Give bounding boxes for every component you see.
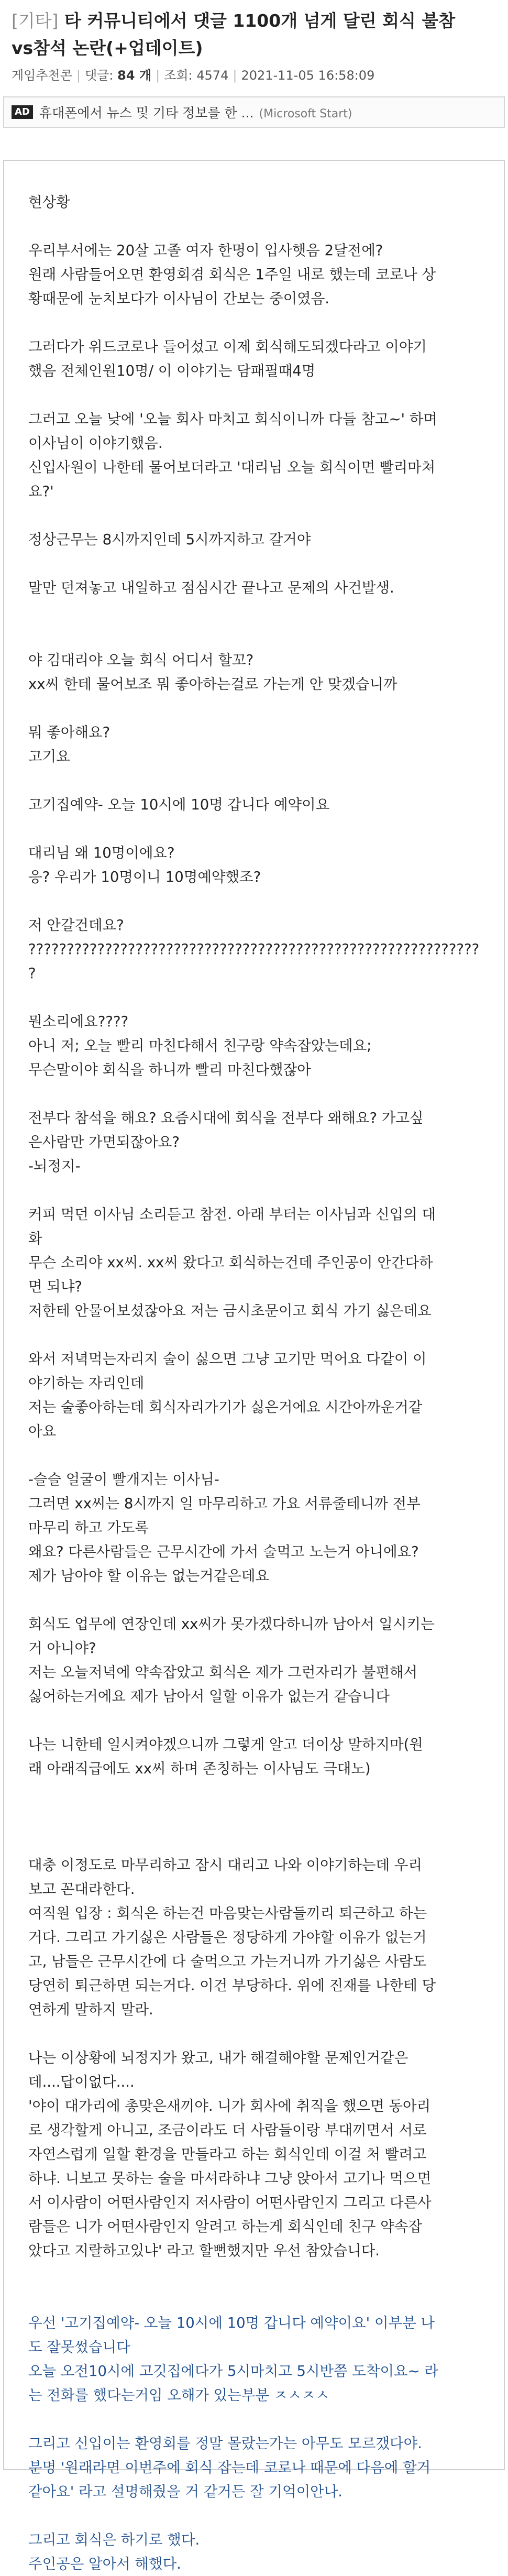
article-line: 우리부서에는 20살 고졸 여자 한명이 입사햇음 2달전에? — [28, 242, 383, 259]
article-line: 제가 남아야 할 이유는 없는거같은데요 — [28, 1567, 270, 1584]
article-line: 뭔소리에요???? — [28, 1013, 129, 1030]
view-count: 조회: 4574 — [164, 68, 229, 83]
blank-line — [28, 985, 491, 1010]
blank-line — [28, 1588, 491, 1612]
article-line: 그리고 회식은 하기로 했다. — [28, 2531, 200, 2548]
ad-banner[interactable] — [3, 96, 505, 128]
article-line: 여직원 입장 : 회식은 하는건 마음맞는사람들끼리 퇴근하고 하는 — [28, 1905, 427, 1922]
post-datetime: 2021-11-05 16:58:09 — [241, 68, 375, 83]
comment-label: 댓글: — [85, 68, 114, 83]
article-line: 우선 '고기집예약- 오늘 10시에 10명 갑니다 예약이요' 이부분 나 — [28, 2315, 435, 2331]
article-line: 그러면 xx씨는 8시까지 일 마무리하고 가요 서류줄테니까 전부 — [28, 1495, 421, 1512]
article-line: 는 전화를 했다는거임 오해가 있는부분 ㅈㅅㅈㅅ — [28, 2387, 330, 2404]
blank-line — [28, 214, 491, 238]
article-line: 아니 저; 오늘 빨리 마친다해서 친구랑 약속잡았는데요; — [28, 1037, 372, 1054]
article-line: 당연히 퇴근하면 되는거다. 이건 부당하다. 위에 진재를 나한테 당 — [28, 1977, 436, 1994]
article-line: 응? 우리가 10명이니 10명예약했조? — [28, 869, 261, 885]
article-line: 전부다 참석을 해요? 요즘시대에 회식을 전부다 왜해요? 가고싶 — [28, 1110, 424, 1126]
post-title — [0, 0, 508, 62]
blank-line — [28, 1781, 491, 1805]
article-line: 하냐. 니보고 못하는 술을 마셔라하냐 그냥 앉아서 고기나 먹으면 — [28, 2170, 432, 2187]
article-line: 야기하는 자리인데 — [28, 1375, 145, 1391]
comment-count[interactable]: 84 개 — [117, 68, 152, 83]
ad-badge: AD — [12, 105, 33, 119]
meta-separator: | — [233, 68, 237, 83]
article-line: ??????????????????????????????????????????????????????????? — [28, 941, 480, 958]
ad-text[interactable] — [39, 103, 496, 122]
ad-source: (Microsoft Start) — [259, 107, 352, 120]
article-body — [4, 161, 491, 2576]
article-line: 대리님 왜 10명이에요? — [28, 845, 175, 861]
article-line: 말만 던져놓고 내일하고 점심시간 끝나고 문제의 사건발생. — [28, 579, 394, 596]
article-line: 아요 — [28, 1423, 57, 1440]
blank-line — [28, 1443, 491, 1467]
article-line: 저는 오늘저녁에 약속잡았고 회식은 제가 그런자리가 불편해서 — [28, 1664, 418, 1681]
article-line: 면 되냐? — [28, 1278, 83, 1295]
article-line: 고기집예약- 오늘 10시에 10명 갑니다 예약이요 — [28, 796, 330, 813]
ad-headline[interactable]: 휴대폰에서 뉴스 및 기타 정보를 한 ... — [39, 105, 254, 120]
article-line: 회식도 업무에 연장인데 xx씨가 못가겠다하니까 남아서 일시키는 — [28, 1616, 435, 1632]
blank-line — [28, 2287, 491, 2311]
article-line: 고, 남들은 근무시간에 다 술먹으고 가는거니까 가기싫은 사람도 — [28, 1953, 427, 1970]
article-line: 저 안갈건데요? — [28, 917, 124, 934]
blank-line — [28, 2022, 491, 2046]
article-line: 분명 '원래라면 이번주에 회식 잡는데 코로나 때문에 다음에 할거 — [28, 2459, 431, 2476]
article-line: 서 이사람이 어떤사람인지 저사람이 어떤사람인지 그리고 다른사 — [28, 2194, 432, 2211]
article-line: 황때문에 눈치보다가 이사님이 간보는 중이였음. — [28, 290, 330, 307]
post-meta — [0, 62, 508, 86]
article-line: 저는 술좋아하는데 회식자리가기가 싫은거에요 시간아까운거같 — [28, 1399, 423, 1416]
article-line: 람들은 니가 어떤사람인지 알려고 하는게 회식인데 친구 약속잡 — [28, 2218, 422, 2235]
article-line: 와서 저녁먹는자리지 술이 싫으면 그냥 고기만 먹어요 다같이 이 — [28, 1351, 427, 1367]
article-line: 은사람만 가면되잖아요? — [28, 1134, 180, 1150]
blank-line — [28, 552, 491, 576]
article-line: 무슨 소리야 xx씨. xx씨 왔다고 회식하는건데 주인공이 안간다하 — [28, 1254, 433, 1271]
article-line: 대충 이정도로 마무리하고 잠시 대리고 나와 이야기하는데 우리 — [28, 1857, 422, 1873]
blank-line — [28, 600, 491, 624]
blank-line — [28, 1082, 491, 1106]
post-category[interactable]: [기타] — [12, 10, 59, 31]
blank-line — [28, 383, 491, 407]
article-line: 했음 전체인원10명/ 이 이야기는 담패필때4명 — [28, 363, 316, 379]
blank-line — [28, 311, 491, 335]
blank-line — [28, 2504, 491, 2528]
post-title-line-2: vs참석 논란(+업데이트) — [12, 38, 203, 58]
article-line: 뭐 좋아해요? — [28, 724, 111, 741]
blank-line — [28, 817, 491, 841]
article-line: 원래 사람들어오면 환영회겸 회식은 1주일 내로 했는데 코로나 상 — [28, 266, 436, 283]
article-line: 무슨말이야 회식을 하니까 빨리 마친다했잖아 — [28, 1061, 311, 1078]
article-line: 그러다가 위드코로나 들어섰고 이제 회식해도되겠다라고 이야기 — [28, 338, 427, 355]
article-line: 나는 니한테 일시켜야겠으니까 그렇게 알고 더이상 말하지마(원 — [28, 1736, 423, 1753]
article-line: xx씨 한테 물어보조 뭐 좋아하는걸로 가는게 안 맞겠습니까 — [28, 676, 397, 693]
meta-separator: | — [76, 68, 81, 83]
article-line: 싫어하는거에요 제가 남아서 일할 이유가 없는거 같습니다 — [28, 1688, 390, 1705]
blank-line — [28, 696, 491, 720]
article-line: 마무리 하고 가도록 — [28, 1519, 149, 1536]
article-line: 정상근무는 8시까지인데 5시까지하고 갈거야 — [28, 531, 311, 548]
article-line: 커피 먹던 이사님 소리듣고 참전. 아래 부터는 이사님과 신입의 대 — [28, 1206, 436, 1223]
article-line: 저한테 안물어보셨잖아요 저는 금시초문이고 회식 가기 싫은데요 — [28, 1302, 432, 1319]
article-line: -뇌정지- — [28, 1158, 81, 1175]
article-line: 야 김대리야 오늘 회식 어디서 할꼬? — [28, 652, 254, 668]
article-line: 거다. 그리고 가기싫은 사람들은 정당하게 가야할 이유가 없는거 — [28, 1929, 427, 1946]
blank-line — [28, 1805, 491, 1829]
article-line: 현상황 — [28, 194, 70, 211]
article-line: 도 잘못썼습니다 — [28, 2339, 130, 2355]
article-line: 그러고 오늘 낮에 '오늘 회사 마치고 회식이니까 다들 참고~' 하며 — [28, 411, 437, 427]
blank-line — [28, 1178, 491, 1202]
article-line: 왜요? 다른사람들은 근무시간에 가서 술먹고 노는거 아니에요? — [28, 1543, 419, 1560]
article-line: 데....답이없다.... — [28, 2074, 135, 2090]
article-line: 화 — [28, 1230, 42, 1247]
blank-line — [28, 624, 491, 648]
article-line: 보고 꼰대라한다. — [28, 1881, 135, 1898]
article-line: 그리고 신입이는 환영회를 정말 몰랐는가는 아무도 모르갰다야. — [28, 2435, 422, 2452]
blank-line — [28, 2263, 491, 2287]
article-line: 고기요 — [28, 748, 70, 765]
article-line: 연하게 말하지 말라. — [28, 2001, 153, 2018]
article-line: 았다고 지랄하고있냐' 라고 할뻔했지만 우선 참았습니다. — [28, 2242, 380, 2259]
article-body-box — [3, 160, 505, 2572]
article-line: '야이 대가리에 총맞은새끼야. 니가 회사에 취직을 했으면 동아리 — [28, 2098, 431, 2114]
meta-separator: | — [156, 68, 160, 83]
blank-line — [28, 889, 491, 913]
article-line: 같아요' 라고 설명해줬을 거 같거든 잘 기억이안나. — [28, 2483, 343, 2500]
article-line: 래 아래직급에도 xx씨 하며 존칭하는 이사님도 극대노) — [28, 1760, 371, 1777]
article-line: 요?' — [28, 483, 54, 500]
recommend-label: 게임추천콘 — [12, 68, 72, 83]
article-line: 오늘 오전10시에 고깃집에다가 5시마치고 5시반쯤 도착이요~ 라 — [28, 2363, 439, 2380]
article-line: 로 생각할게 아니고, 조금이라도 더 사람들이랑 부대끼면서 서로 — [28, 2122, 427, 2139]
blank-line — [28, 1708, 491, 1733]
blank-line — [28, 503, 491, 528]
blank-line — [28, 2407, 491, 2431]
article-line: 거 아니야? — [28, 1640, 96, 1657]
article-line: 이사님이 이야기했음. — [28, 435, 163, 452]
article-line: 주인공은 알아서 해했다. — [28, 2556, 181, 2572]
blank-line — [28, 1829, 491, 1853]
article-line: 자연스럽게 일할 환경을 만들라고 하는 회식인데 이걸 처 빨려고 — [28, 2146, 427, 2163]
article-line: ? — [28, 965, 36, 982]
article-line: 나는 이상황에 뇌정지가 왔고, 내가 해결해야할 문제인거같은 — [28, 2049, 408, 2066]
blank-line — [28, 769, 491, 793]
article-line: 신입사원이 나한테 물어보더라고 '대리님 오늘 회식이면 빨리마쳐 — [28, 459, 436, 476]
article-line: -슬슬 얼굴이 빨개지는 이사님- — [28, 1471, 219, 1488]
post-title-text: 타 커뮤니티에서 댓글 1100개 넘게 달린 회식 불참 — [58, 10, 456, 31]
blank-line — [28, 1323, 491, 1347]
post-title-line-1 — [12, 7, 496, 35]
